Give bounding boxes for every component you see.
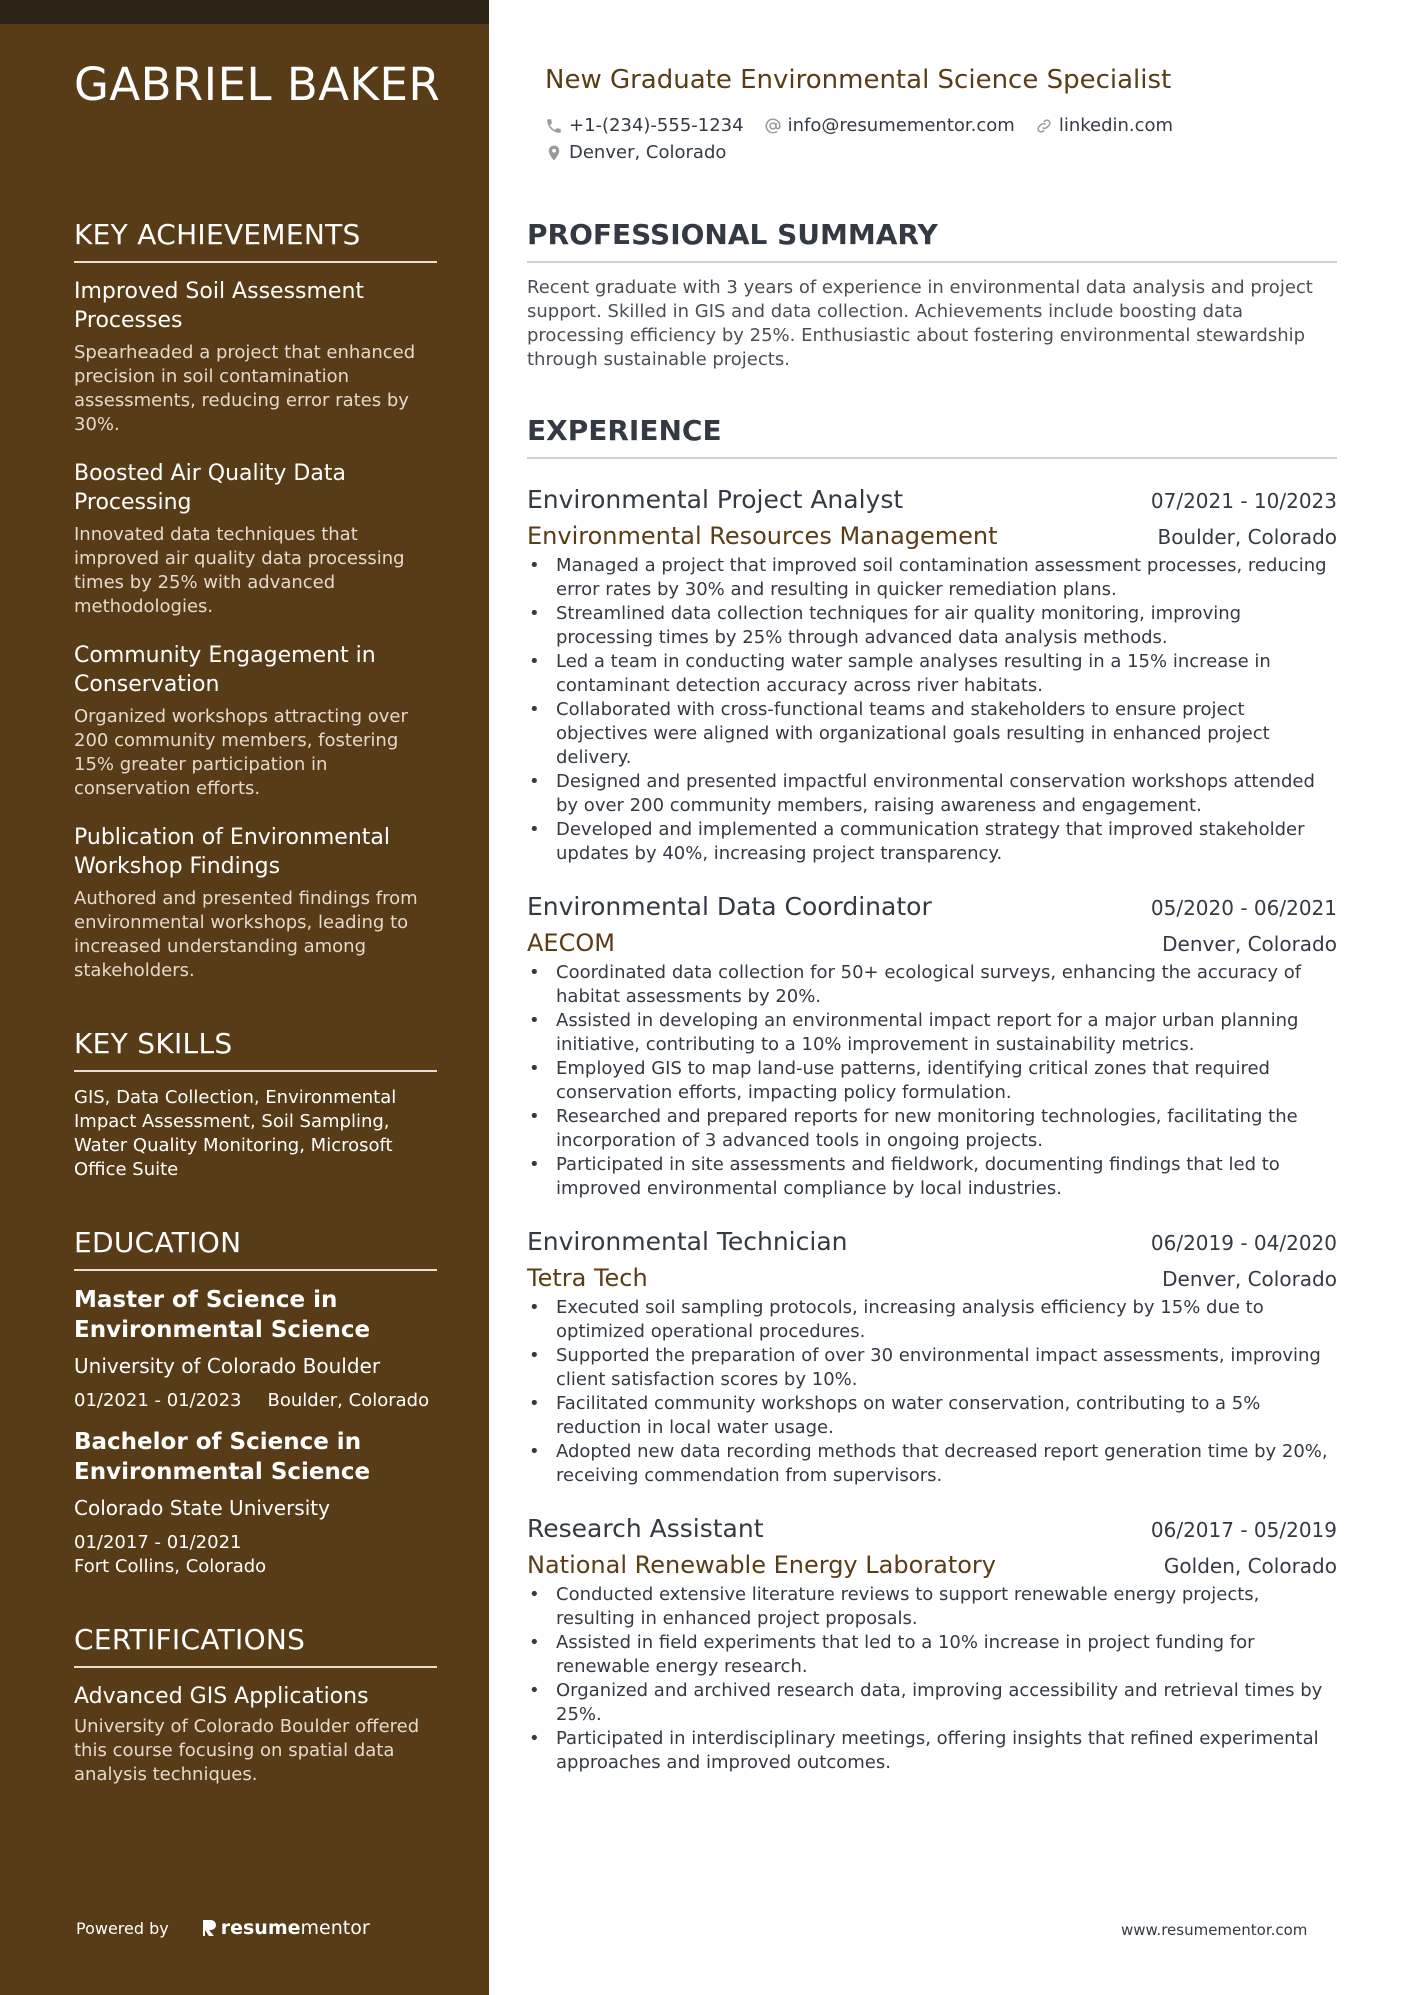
job-bullet: • Facilitated community workshops on water conservation, contributing to a 5% reduction in local water usage. [527,1392,1337,1440]
professional-summary-section [527,218,1337,372]
achievement-title: Publication of Environmental Workshop Findings [74,825,390,879]
achievement-description: Innovated data techniques that improved air quality data processing times by 25% with advanced methodologies. [74,524,405,617]
achievement-item [74,277,437,437]
at-icon [764,117,782,135]
job-dates: 07/2021 - 10/2023 [1150,489,1337,513]
location-pin-icon [545,144,563,162]
job-company: Environmental Resources Management [527,522,998,550]
certifications-section [74,1623,437,1787]
job-bullet: • Participated in interdisciplinary meetings, offering insights that refined experimental approaches and improved outcomes. [527,1727,1337,1775]
key-skills-heading: KEY SKILLS [74,1027,437,1072]
job-bullet: • Assisted in developing an environmental impact report for a major urban planning initiative, contributing to a 10% improvement in sustainability metrics. [527,1009,1337,1057]
experience-heading: EXPERIENCE [527,414,1337,459]
contact-info [545,112,1335,166]
contact-phone[interactable] [545,115,744,136]
education-location: Fort Collins, Colorado [74,1556,267,1577]
job-bullet: • Conducted extensive literature reviews to support renewable energy projects, resulting in enhanced project proposals. [527,1583,1337,1631]
job-company: Tetra Tech [527,1264,648,1292]
job-company: AECOM [527,929,615,957]
certification-title: Advanced GIS Applications [74,1684,369,1709]
phone-text: +1-(234)-555-1234 [569,115,744,136]
job-bullet: • Employed GIS to map land-use patterns, identifying critical zones that required conservation efforts, impacting policy formulation. [527,1057,1337,1105]
sidebar-content [74,218,437,1831]
achievement-item [74,641,437,801]
education-location: Boulder, Colorado [267,1390,430,1411]
education-school: Colorado State University [74,1496,330,1520]
job-bullet: • Managed a project that improved soil contamination assessment processes, reducing error rates by 30% and resulting in quicker remediation plans. [527,554,1337,602]
job-title: Environmental Project Analyst [527,485,904,514]
job-bullet: • Researched and prepared reports for new monitoring technologies, facilitating the incorporation of 3 advanced tools in ongoing projects. [527,1105,1337,1153]
job-bullet: • Streamlined data collection techniques for air quality monitoring, improving processing times by 25% through advanced data analysis methods. [527,602,1337,650]
skills-list: GIS, Data Collection, Environmental Impact Assessment, Soil Sampling, Water Quality Monitoring, Microsoft Office Suite [74,1087,397,1180]
key-achievements-heading: KEY ACHIEVEMENTS [74,218,437,263]
job-company: National Renewable Energy Laboratory [527,1551,996,1579]
experience-item [527,1498,1337,1775]
job-dates: 05/2020 - 06/2021 [1150,896,1337,920]
achievement-title: Boosted Air Quality Data Processing [74,461,346,515]
education-item [74,1427,437,1579]
achievement-title: Community Engagement in Conservation [74,643,376,697]
education-school: University of Colorado Boulder [74,1354,381,1378]
achievement-description: Organized workshops attracting over 200 community members, fostering 15% greater participation in conservation efforts. [74,706,408,799]
brand-bold: resume [220,1917,301,1939]
linkedin-text: linkedin.com [1058,115,1174,136]
job-bullet: • Organized and archived research data, improving accessibility and retrieval times by 25%. [527,1679,1337,1727]
link-icon [1035,117,1053,135]
job-bullet: • Led a team in conducting water sample analyses resulting in a 15% increase in contaminant detection accuracy across river habitats. [527,650,1337,698]
professional-summary-text: Recent graduate with 3 years of experience in environmental data analysis and project support. Skilled in GIS and data collection. Achievements include boosting data processing efficiency by 25%. Enthusiastic about fostering environmental stewardship through sustainable projects. [527,277,1313,370]
job-location: Denver, Colorado [1162,1267,1337,1291]
achievement-title: Improved Soil Assessment Processes [74,279,365,333]
sidebar-top-bar [0,0,489,24]
achievement-description: Authored and presented findings from environmental workshops, leading to increased understanding among stakeholders. [74,888,418,981]
job-dates: 06/2017 - 05/2019 [1150,1518,1337,1542]
job-bullet: • Adopted new data recording methods that decreased report generation time by 20%, receiving commendation from supervisors. [527,1440,1337,1488]
professional-summary-heading: PROFESSIONAL SUMMARY [527,218,1337,263]
powered-by-label: Powered by [76,1918,169,1938]
job-bullets [527,961,1337,1201]
education-meta [74,1389,437,1413]
certifications-heading: CERTIFICATIONS [74,1623,437,1668]
resumementor-logo-icon [201,1918,217,1938]
job-title: Research Assistant [527,1514,764,1543]
job-location: Denver, Colorado [1162,932,1337,956]
job-bullet: • Coordinated data collection for 50+ ecological surveys, enhancing the accuracy of habitat assessments by 20%. [527,961,1337,1009]
education-degree: Bachelor of Science in Environmental Science [74,1429,371,1485]
job-bullet: • Executed soil sampling protocols, increasing analysis efficiency by 15% due to optimized operational procedures. [527,1296,1337,1344]
job-bullet: • Designed and presented impactful environmental conservation workshops attended by over 200 community members, raising awareness and engagement. [527,770,1337,818]
phone-icon [545,117,563,135]
sidebar [0,0,489,1995]
candidate-name: GABRIEL BAKER [74,58,441,111]
job-bullets [527,554,1337,866]
job-bullet: • Developed and implemented a communication strategy that improved stakeholder updates by 40%, increasing project transparency. [527,818,1337,866]
education-meta [74,1531,437,1579]
education-dates: 01/2021 - 01/2023 [74,1390,242,1411]
job-bullet: • Assisted in field experiments that led to a 10% increase in project funding for renewable energy research. [527,1631,1337,1679]
job-location: Golden, Colorado [1163,1554,1337,1578]
resumementor-logo[interactable] [201,1917,370,1939]
experience-section [527,414,1337,1775]
job-location: Boulder, Colorado [1157,525,1337,549]
key-skills-section [74,1027,437,1182]
education-section [74,1226,437,1579]
experience-item [527,1211,1337,1488]
achievement-item [74,823,437,983]
location-text: Denver, Colorado [569,142,727,163]
powered-by [76,1917,370,1939]
email-text: info@resumementor.com [787,115,1015,136]
contact-linkedin[interactable] [1035,115,1173,136]
footer-website-link[interactable]: www.resumementor.com [1121,1921,1308,1939]
experience-item [527,876,1337,1201]
job-bullet: • Participated in site assessments and fieldwork, documenting findings that led to improved environmental compliance by local industries. [527,1153,1337,1201]
contact-email[interactable] [764,115,1015,136]
brand-light: mentor [300,1917,370,1939]
job-title: Environmental Technician [527,1227,848,1256]
job-title: Environmental Data Coordinator [527,892,932,921]
job-bullets [527,1583,1337,1775]
headline: New Graduate Environmental Science Specialist [545,65,1172,95]
job-dates: 06/2019 - 04/2020 [1150,1231,1337,1255]
certification-description: University of Colorado Boulder offered this course focusing on spatial data analysis techniques. [74,1716,420,1785]
achievement-item [74,459,437,619]
key-achievements-section [74,218,437,983]
job-bullets [527,1296,1337,1488]
achievement-description: Spearheaded a project that enhanced precision in soil contamination assessments, reducing error rates by 30%. [74,342,416,435]
education-item [74,1285,437,1413]
education-degree: Master of Science in Environmental Science [74,1287,371,1343]
contact-location [545,142,726,163]
job-bullet: • Collaborated with cross-functional teams and stakeholders to ensure project objectives were aligned with organizational goals resulting in enhanced project delivery. [527,698,1337,770]
job-bullet: • Supported the preparation of over 30 environmental impact assessments, improving client satisfaction scores by 10%. [527,1344,1337,1392]
education-dates: 01/2017 - 01/2021 [74,1532,242,1553]
experience-item [527,469,1337,866]
education-heading: EDUCATION [74,1226,437,1271]
